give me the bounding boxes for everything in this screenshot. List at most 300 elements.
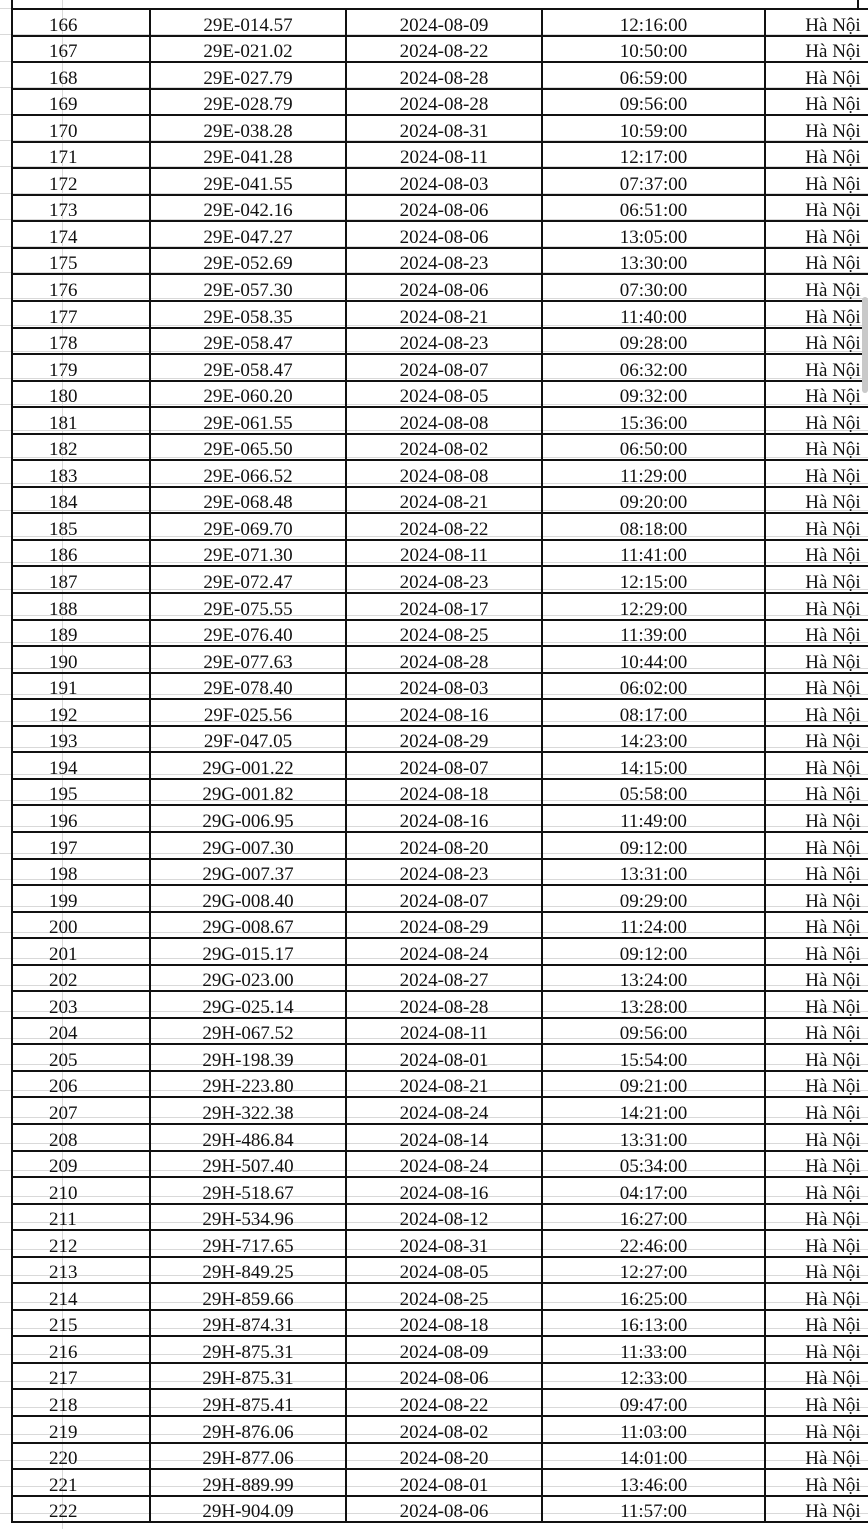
row-number-cell[interactable]: 202 [12, 965, 150, 992]
location-cell[interactable]: Hà Nội [765, 1177, 868, 1204]
location-cell[interactable]: Hà Nội [765, 142, 868, 169]
row-number-cell[interactable]: 200 [12, 912, 150, 939]
time-cell[interactable]: 11:39:00 [542, 620, 765, 647]
license-plate-cell[interactable]: 29E-042.16 [150, 195, 346, 222]
license-plate-cell[interactable]: 29E-065.50 [150, 434, 346, 461]
date-cell[interactable]: 2024-08-05 [346, 1257, 542, 1284]
date-cell[interactable]: 2024-08-22 [346, 1389, 542, 1416]
time-cell[interactable]: 13:31:00 [542, 859, 765, 886]
time-cell[interactable]: 13:05:00 [542, 221, 765, 248]
location-cell[interactable]: Hà Nội [765, 354, 868, 381]
location-cell[interactable]: Hà Nội [765, 487, 868, 514]
time-cell[interactable]: 04:17:00 [542, 1177, 765, 1204]
time-cell[interactable]: 11:24:00 [542, 912, 765, 939]
date-cell[interactable]: 2024-08-09 [346, 9, 542, 36]
date-cell[interactable]: 2024-08-22 [346, 36, 542, 63]
license-plate-cell[interactable]: 29E-041.55 [150, 168, 346, 195]
date-cell[interactable]: 2024-08-05 [346, 381, 542, 408]
location-cell[interactable]: Hà Nội [765, 460, 868, 487]
location-cell[interactable]: Hà Nội [765, 62, 868, 89]
date-cell[interactable]: 2024-08-20 [346, 1443, 542, 1470]
date-cell[interactable]: 2024-08-07 [346, 885, 542, 912]
license-plate-cell[interactable]: 29H-223.80 [150, 1071, 346, 1098]
row-number-cell[interactable]: 205 [12, 1044, 150, 1071]
license-plate-cell[interactable]: 29E-068.48 [150, 487, 346, 514]
license-plate-cell[interactable]: 29H-198.39 [150, 1044, 346, 1071]
row-number-cell[interactable]: 201 [12, 938, 150, 965]
location-cell[interactable]: Hà Nội [765, 1018, 868, 1045]
license-plate-cell[interactable]: 29E-058.47 [150, 328, 346, 355]
row-number-cell[interactable]: 172 [12, 168, 150, 195]
time-cell[interactable]: 09:28:00 [542, 328, 765, 355]
table-row [12, 779, 868, 806]
row-number-cell[interactable]: 216 [12, 1336, 150, 1363]
table-row [12, 248, 868, 275]
license-plate-cell[interactable]: 29H-875.31 [150, 1363, 346, 1390]
license-plate-cell[interactable]: 29E-069.70 [150, 513, 346, 540]
table-row [12, 1204, 868, 1231]
date-cell[interactable]: 2024-08-31 [346, 1230, 542, 1257]
location-cell[interactable]: Hà Nội [765, 752, 868, 779]
license-plate-cell[interactable]: 29E-047.27 [150, 221, 346, 248]
license-plate-cell[interactable]: 29H-874.31 [150, 1310, 346, 1337]
row-number-cell[interactable]: 178 [12, 328, 150, 355]
time-cell[interactable]: 14:21:00 [542, 1097, 765, 1124]
time-cell[interactable]: 09:47:00 [542, 1389, 765, 1416]
location-cell[interactable]: Hà Nội [765, 407, 868, 434]
date-cell[interactable]: 2024-08-03 [346, 673, 542, 700]
table-row [12, 1389, 868, 1416]
date-cell[interactable]: 2024-08-16 [346, 1177, 542, 1204]
license-plate-cell[interactable]: 29H-904.09 [150, 1496, 346, 1523]
date-cell[interactable]: 2024-08-11 [346, 142, 542, 169]
date-cell[interactable]: 2024-08-17 [346, 593, 542, 620]
time-cell[interactable]: 09:29:00 [542, 885, 765, 912]
location-cell[interactable]: Hà Nội [765, 991, 868, 1018]
date-cell[interactable]: 2024-08-25 [346, 1283, 542, 1310]
license-plate-cell[interactable]: 29E-058.47 [150, 354, 346, 381]
location-cell[interactable]: Hà Nội [765, 1389, 868, 1416]
location-cell[interactable]: Hà Nội [765, 699, 868, 726]
time-cell[interactable]: 11:49:00 [542, 805, 765, 832]
table-row [12, 593, 868, 620]
row-number-cell[interactable]: 198 [12, 859, 150, 886]
license-plate-cell[interactable]: 29G-025.14 [150, 991, 346, 1018]
time-cell[interactable]: 09:20:00 [542, 487, 765, 514]
license-plate-cell[interactable]: 29E-076.40 [150, 620, 346, 647]
row-number-cell[interactable]: 174 [12, 221, 150, 248]
license-plate-cell[interactable]: 29G-001.22 [150, 752, 346, 779]
table-row [12, 407, 868, 434]
row-number-cell[interactable]: 194 [12, 752, 150, 779]
date-cell[interactable]: 2024-08-31 [346, 115, 542, 142]
location-cell[interactable]: Hà Nội [765, 912, 868, 939]
time-cell[interactable]: 16:27:00 [542, 1204, 765, 1231]
row-number-cell[interactable]: 173 [12, 195, 150, 222]
row-number-cell[interactable]: 170 [12, 115, 150, 142]
time-cell[interactable]: 16:25:00 [542, 1283, 765, 1310]
row-number-cell[interactable]: 176 [12, 274, 150, 301]
date-cell[interactable]: 2024-08-28 [346, 62, 542, 89]
location-cell[interactable]: Hà Nội [765, 248, 868, 275]
location-cell[interactable]: Hà Nội [765, 513, 868, 540]
row-number-cell[interactable]: 217 [12, 1363, 150, 1390]
date-cell[interactable]: 2024-08-06 [346, 195, 542, 222]
location-cell[interactable]: Hà Nội [765, 1469, 868, 1496]
license-plate-cell[interactable]: 29H-875.31 [150, 1336, 346, 1363]
table-row [12, 726, 868, 753]
date-cell[interactable]: 2024-08-20 [346, 832, 542, 859]
table-row [12, 673, 868, 700]
time-cell[interactable]: 12:33:00 [542, 1363, 765, 1390]
date-cell[interactable]: 2024-08-02 [346, 434, 542, 461]
license-plate-cell[interactable]: 29H-876.06 [150, 1416, 346, 1443]
time-cell[interactable]: 16:13:00 [542, 1310, 765, 1337]
time-cell[interactable]: 06:51:00 [542, 195, 765, 222]
time-cell[interactable]: 06:32:00 [542, 354, 765, 381]
license-plate-cell[interactable]: 29E-014.57 [150, 9, 346, 36]
location-cell[interactable]: Hà Nội [765, 620, 868, 647]
row-number-cell[interactable]: 188 [12, 593, 150, 620]
row-number-cell[interactable]: 185 [12, 513, 150, 540]
date-cell[interactable]: 2024-08-29 [346, 912, 542, 939]
license-plate-cell[interactable]: 29E-061.55 [150, 407, 346, 434]
time-cell[interactable]: 12:29:00 [542, 593, 765, 620]
license-plate-cell[interactable]: 29E-041.28 [150, 142, 346, 169]
location-cell[interactable]: Hà Nội [765, 885, 868, 912]
location-cell[interactable]: Hà Nội [765, 859, 868, 886]
location-cell[interactable]: Hà Nội [765, 1044, 868, 1071]
date-cell[interactable]: 2024-08-08 [346, 460, 542, 487]
date-cell[interactable]: 2024-08-01 [346, 1469, 542, 1496]
time-cell[interactable]: 11:41:00 [542, 540, 765, 567]
time-cell[interactable]: 12:15:00 [542, 566, 765, 593]
time-cell[interactable]: 09:12:00 [542, 938, 765, 965]
date-cell[interactable]: 2024-08-29 [346, 726, 542, 753]
license-plate-cell[interactable]: 29H-322.38 [150, 1097, 346, 1124]
location-cell[interactable]: Hà Nội [765, 434, 868, 461]
row-number-cell[interactable]: 208 [12, 1124, 150, 1151]
time-cell[interactable]: 13:30:00 [542, 248, 765, 275]
row-number-cell[interactable]: 195 [12, 779, 150, 806]
license-plate-cell[interactable]: 29E-060.20 [150, 381, 346, 408]
time-cell[interactable]: 14:01:00 [542, 1443, 765, 1470]
date-cell[interactable]: 2024-08-09 [346, 1336, 542, 1363]
location-cell[interactable]: Hà Nội [765, 115, 868, 142]
license-plate-cell[interactable]: 29H-507.40 [150, 1151, 346, 1178]
time-cell[interactable]: 06:59:00 [542, 62, 765, 89]
location-cell[interactable]: Hà Nội [765, 1204, 868, 1231]
row-number-cell[interactable]: 171 [12, 142, 150, 169]
row-number-cell[interactable]: 213 [12, 1257, 150, 1284]
row-number-cell[interactable]: 215 [12, 1310, 150, 1337]
row-number-cell[interactable]: 197 [12, 832, 150, 859]
location-cell[interactable]: Hà Nội [765, 89, 868, 116]
time-cell[interactable]: 12:27:00 [542, 1257, 765, 1284]
time-cell[interactable]: 12:17:00 [542, 142, 765, 169]
row-number-cell[interactable]: 196 [12, 805, 150, 832]
time-cell[interactable]: 09:12:00 [542, 832, 765, 859]
location-cell[interactable]: Hà Nội [765, 1496, 868, 1523]
date-cell[interactable]: 2024-08-24 [346, 938, 542, 965]
license-plate-cell[interactable]: 29H-486.84 [150, 1124, 346, 1151]
row-number-cell[interactable]: 204 [12, 1018, 150, 1045]
license-plate-cell[interactable]: 29H-859.66 [150, 1283, 346, 1310]
row-number-cell[interactable]: 222 [12, 1496, 150, 1523]
location-cell[interactable]: Hà Nội [765, 965, 868, 992]
date-cell[interactable]: 2024-08-16 [346, 805, 542, 832]
row-number-cell[interactable]: 167 [12, 36, 150, 63]
license-plate-cell[interactable]: 29F-047.05 [150, 726, 346, 753]
row-number-cell[interactable]: 221 [12, 1469, 150, 1496]
license-plate-cell[interactable]: 29H-518.67 [150, 1177, 346, 1204]
location-cell[interactable]: Hà Nội [765, 1071, 868, 1098]
location-cell[interactable]: Hà Nội [765, 1283, 868, 1310]
time-cell[interactable]: 07:30:00 [542, 274, 765, 301]
time-cell[interactable]: 15:54:00 [542, 1044, 765, 1071]
date-cell[interactable]: 2024-08-22 [346, 513, 542, 540]
license-plate-cell[interactable]: 29E-066.52 [150, 460, 346, 487]
time-cell[interactable]: 06:02:00 [542, 673, 765, 700]
date-cell[interactable]: 2024-08-21 [346, 301, 542, 328]
location-cell[interactable]: Hà Nội [765, 9, 868, 36]
row-number-cell[interactable]: 199 [12, 885, 150, 912]
row-number-cell[interactable]: 189 [12, 620, 150, 647]
table-row [12, 1283, 868, 1310]
row-number-cell[interactable]: 186 [12, 540, 150, 567]
license-plate-cell[interactable]: 29E-027.79 [150, 62, 346, 89]
row-number-cell[interactable]: 181 [12, 407, 150, 434]
license-plate-cell[interactable]: 29H-717.65 [150, 1230, 346, 1257]
row-number-cell[interactable]: 166 [12, 9, 150, 36]
row-number-cell[interactable]: 190 [12, 646, 150, 673]
location-cell[interactable]: Hà Nội [765, 593, 868, 620]
row-number-cell[interactable]: 180 [12, 381, 150, 408]
location-cell[interactable]: Hà Nội [765, 36, 868, 63]
location-cell[interactable]: Hà Nội [765, 805, 868, 832]
license-plate-cell[interactable]: 29E-072.47 [150, 566, 346, 593]
location-cell[interactable]: Hà Nội [765, 1363, 868, 1390]
row-number-cell[interactable]: 193 [12, 726, 150, 753]
date-cell[interactable]: 2024-08-23 [346, 248, 542, 275]
location-cell[interactable]: Hà Nội [765, 1257, 868, 1284]
location-cell[interactable]: Hà Nội [765, 195, 868, 222]
date-cell[interactable]: 2024-08-06 [346, 1363, 542, 1390]
location-cell[interactable]: Hà Nội [765, 381, 868, 408]
date-cell[interactable]: 2024-08-18 [346, 779, 542, 806]
row-number-cell[interactable]: 168 [12, 62, 150, 89]
row-number-cell[interactable]: 219 [12, 1416, 150, 1443]
time-cell[interactable]: 13:24:00 [542, 965, 765, 992]
date-cell[interactable]: 2024-08-02 [346, 1416, 542, 1443]
time-cell[interactable]: 15:36:00 [542, 407, 765, 434]
license-plate-cell[interactable]: 29E-028.79 [150, 89, 346, 116]
location-cell[interactable]: Hà Nội [765, 221, 868, 248]
time-cell[interactable]: 11:03:00 [542, 1416, 765, 1443]
time-cell[interactable]: 09:21:00 [542, 1071, 765, 1098]
time-cell[interactable]: 11:29:00 [542, 460, 765, 487]
scrollbar-thumb[interactable] [862, 297, 868, 393]
license-plate-cell[interactable]: 29E-058.35 [150, 301, 346, 328]
date-cell[interactable]: 2024-08-08 [346, 407, 542, 434]
time-cell[interactable]: 10:50:00 [542, 36, 765, 63]
license-plate-cell[interactable]: 29H-534.96 [150, 1204, 346, 1231]
date-cell[interactable]: 2024-08-11 [346, 1018, 542, 1045]
time-cell[interactable]: 07:37:00 [542, 168, 765, 195]
row-number-cell[interactable]: 220 [12, 1443, 150, 1470]
location-cell[interactable]: Hà Nội [765, 1310, 868, 1337]
location-cell[interactable]: Hà Nội [765, 832, 868, 859]
time-cell[interactable]: 10:44:00 [542, 646, 765, 673]
time-cell[interactable]: 11:33:00 [542, 1336, 765, 1363]
license-plate-cell[interactable]: 29E-038.28 [150, 115, 346, 142]
license-plate-cell[interactable]: 29G-007.30 [150, 832, 346, 859]
time-cell[interactable]: 09:56:00 [542, 1018, 765, 1045]
table-row [12, 938, 868, 965]
license-plate-cell[interactable]: 29H-889.99 [150, 1469, 346, 1496]
row-number-cell[interactable]: 218 [12, 1389, 150, 1416]
time-cell[interactable]: 14:15:00 [542, 752, 765, 779]
location-cell[interactable]: Hà Nội [765, 673, 868, 700]
location-cell[interactable]: Hà Nội [765, 1097, 868, 1124]
time-cell[interactable]: 09:56:00 [542, 89, 765, 116]
license-plate-cell[interactable]: 29G-006.95 [150, 805, 346, 832]
license-plate-cell[interactable]: 29E-071.30 [150, 540, 346, 567]
time-cell[interactable]: 08:18:00 [542, 513, 765, 540]
location-cell[interactable]: Hà Nội [765, 726, 868, 753]
date-cell[interactable]: 2024-08-23 [346, 859, 542, 886]
date-cell[interactable]: 2024-08-01 [346, 1044, 542, 1071]
date-cell[interactable]: 2024-08-03 [346, 168, 542, 195]
time-cell[interactable]: 13:31:00 [542, 1124, 765, 1151]
row-number-cell[interactable]: 175 [12, 248, 150, 275]
license-plate-cell[interactable]: 29H-849.25 [150, 1257, 346, 1284]
license-plate-cell[interactable]: 29E-075.55 [150, 593, 346, 620]
row-number-cell[interactable]: 212 [12, 1230, 150, 1257]
row-number-cell[interactable]: 214 [12, 1283, 150, 1310]
date-cell[interactable]: 2024-08-06 [346, 221, 542, 248]
row-number-cell[interactable]: 177 [12, 301, 150, 328]
license-plate-cell[interactable]: 29G-008.67 [150, 912, 346, 939]
row-number-cell[interactable]: 211 [12, 1204, 150, 1231]
license-plate-cell[interactable]: 29F-025.56 [150, 699, 346, 726]
date-cell[interactable]: 2024-08-11 [346, 540, 542, 567]
date-cell[interactable]: 2024-08-21 [346, 487, 542, 514]
row-number-cell[interactable]: 184 [12, 487, 150, 514]
location-cell[interactable]: Hà Nội [765, 168, 868, 195]
time-cell[interactable]: 09:32:00 [542, 381, 765, 408]
date-cell[interactable]: 2024-08-24 [346, 1097, 542, 1124]
time-cell[interactable]: 13:28:00 [542, 991, 765, 1018]
date-cell[interactable]: 2024-08-16 [346, 699, 542, 726]
table-row [12, 1018, 868, 1045]
date-cell[interactable]: 2024-08-28 [346, 991, 542, 1018]
date-cell[interactable]: 2024-08-18 [346, 1310, 542, 1337]
license-plate-cell[interactable]: 29E-077.63 [150, 646, 346, 673]
table-row [12, 328, 868, 355]
row-number-cell[interactable]: 207 [12, 1097, 150, 1124]
date-cell[interactable]: 2024-08-23 [346, 566, 542, 593]
date-cell[interactable]: 2024-08-28 [346, 646, 542, 673]
location-cell[interactable]: Hà Nội [765, 1416, 868, 1443]
location-cell[interactable]: Hà Nội [765, 938, 868, 965]
date-cell[interactable]: 2024-08-06 [346, 274, 542, 301]
license-plate-cell[interactable]: 29G-007.37 [150, 859, 346, 886]
location-cell[interactable]: Hà Nội [765, 328, 868, 355]
location-cell[interactable]: Hà Nội [765, 301, 868, 328]
row-number-cell[interactable]: 182 [12, 434, 150, 461]
date-cell[interactable]: 2024-08-24 [346, 1151, 542, 1178]
location-cell[interactable]: Hà Nội [765, 1443, 868, 1470]
license-plate-cell[interactable]: 29E-052.69 [150, 248, 346, 275]
license-plate-cell[interactable]: 29H-067.52 [150, 1018, 346, 1045]
license-plate-cell[interactable]: 29G-023.00 [150, 965, 346, 992]
row-number-cell[interactable]: 183 [12, 460, 150, 487]
row-number-cell[interactable]: 191 [12, 673, 150, 700]
time-cell[interactable]: 12:16:00 [542, 9, 765, 36]
location-cell[interactable]: Hà Nội [765, 646, 868, 673]
location-cell[interactable]: Hà Nội [765, 566, 868, 593]
time-cell[interactable]: 22:46:00 [542, 1230, 765, 1257]
date-cell[interactable]: 2024-08-07 [346, 752, 542, 779]
date-cell[interactable]: 2024-08-14 [346, 1124, 542, 1151]
location-cell[interactable]: Hà Nội [765, 1124, 868, 1151]
row-number-cell[interactable]: 209 [12, 1151, 150, 1178]
location-cell[interactable]: Hà Nội [765, 540, 868, 567]
location-cell[interactable]: Hà Nội [765, 1336, 868, 1363]
time-cell[interactable]: 11:40:00 [542, 301, 765, 328]
time-cell[interactable]: 14:23:00 [542, 726, 765, 753]
row-number-cell[interactable]: 169 [12, 89, 150, 116]
license-plate-cell[interactable]: 29H-877.06 [150, 1443, 346, 1470]
date-cell[interactable]: 2024-08-12 [346, 1204, 542, 1231]
row-number-cell[interactable]: 179 [12, 354, 150, 381]
date-cell[interactable]: 2024-08-07 [346, 354, 542, 381]
date-cell[interactable]: 2024-08-28 [346, 89, 542, 116]
location-cell[interactable]: Hà Nội [765, 1151, 868, 1178]
time-cell[interactable]: 13:46:00 [542, 1469, 765, 1496]
row-number-cell[interactable]: 206 [12, 1071, 150, 1098]
row-number-cell[interactable]: 187 [12, 566, 150, 593]
license-plate-cell[interactable]: 29H-875.41 [150, 1389, 346, 1416]
time-cell[interactable]: 10:59:00 [542, 115, 765, 142]
license-plate-cell[interactable]: 29E-078.40 [150, 673, 346, 700]
time-cell[interactable]: 11:57:00 [542, 1496, 765, 1523]
row-number-cell[interactable]: 203 [12, 991, 150, 1018]
date-cell[interactable]: 2024-08-06 [346, 1496, 542, 1523]
time-cell[interactable]: 05:34:00 [542, 1151, 765, 1178]
row-number-cell[interactable]: 192 [12, 699, 150, 726]
date-cell[interactable]: 2024-08-23 [346, 328, 542, 355]
cut-off-row [11, 0, 859, 8]
row-number-cell[interactable]: 210 [12, 1177, 150, 1204]
date-cell[interactable]: 2024-08-21 [346, 1071, 542, 1098]
date-cell[interactable]: 2024-08-27 [346, 965, 542, 992]
license-plate-cell[interactable]: 29G-015.17 [150, 938, 346, 965]
time-cell[interactable]: 08:17:00 [542, 699, 765, 726]
license-plate-cell[interactable]: 29G-008.40 [150, 885, 346, 912]
date-cell[interactable]: 2024-08-25 [346, 620, 542, 647]
location-cell[interactable]: Hà Nội [765, 1230, 868, 1257]
time-cell[interactable]: 06:50:00 [542, 434, 765, 461]
location-cell[interactable]: Hà Nội [765, 779, 868, 806]
time-cell[interactable]: 05:58:00 [542, 779, 765, 806]
license-plate-cell[interactable]: 29G-001.82 [150, 779, 346, 806]
license-plate-cell[interactable]: 29E-021.02 [150, 36, 346, 63]
license-plate-cell[interactable]: 29E-057.30 [150, 274, 346, 301]
location-cell[interactable]: Hà Nội [765, 274, 868, 301]
table-row [12, 991, 868, 1018]
